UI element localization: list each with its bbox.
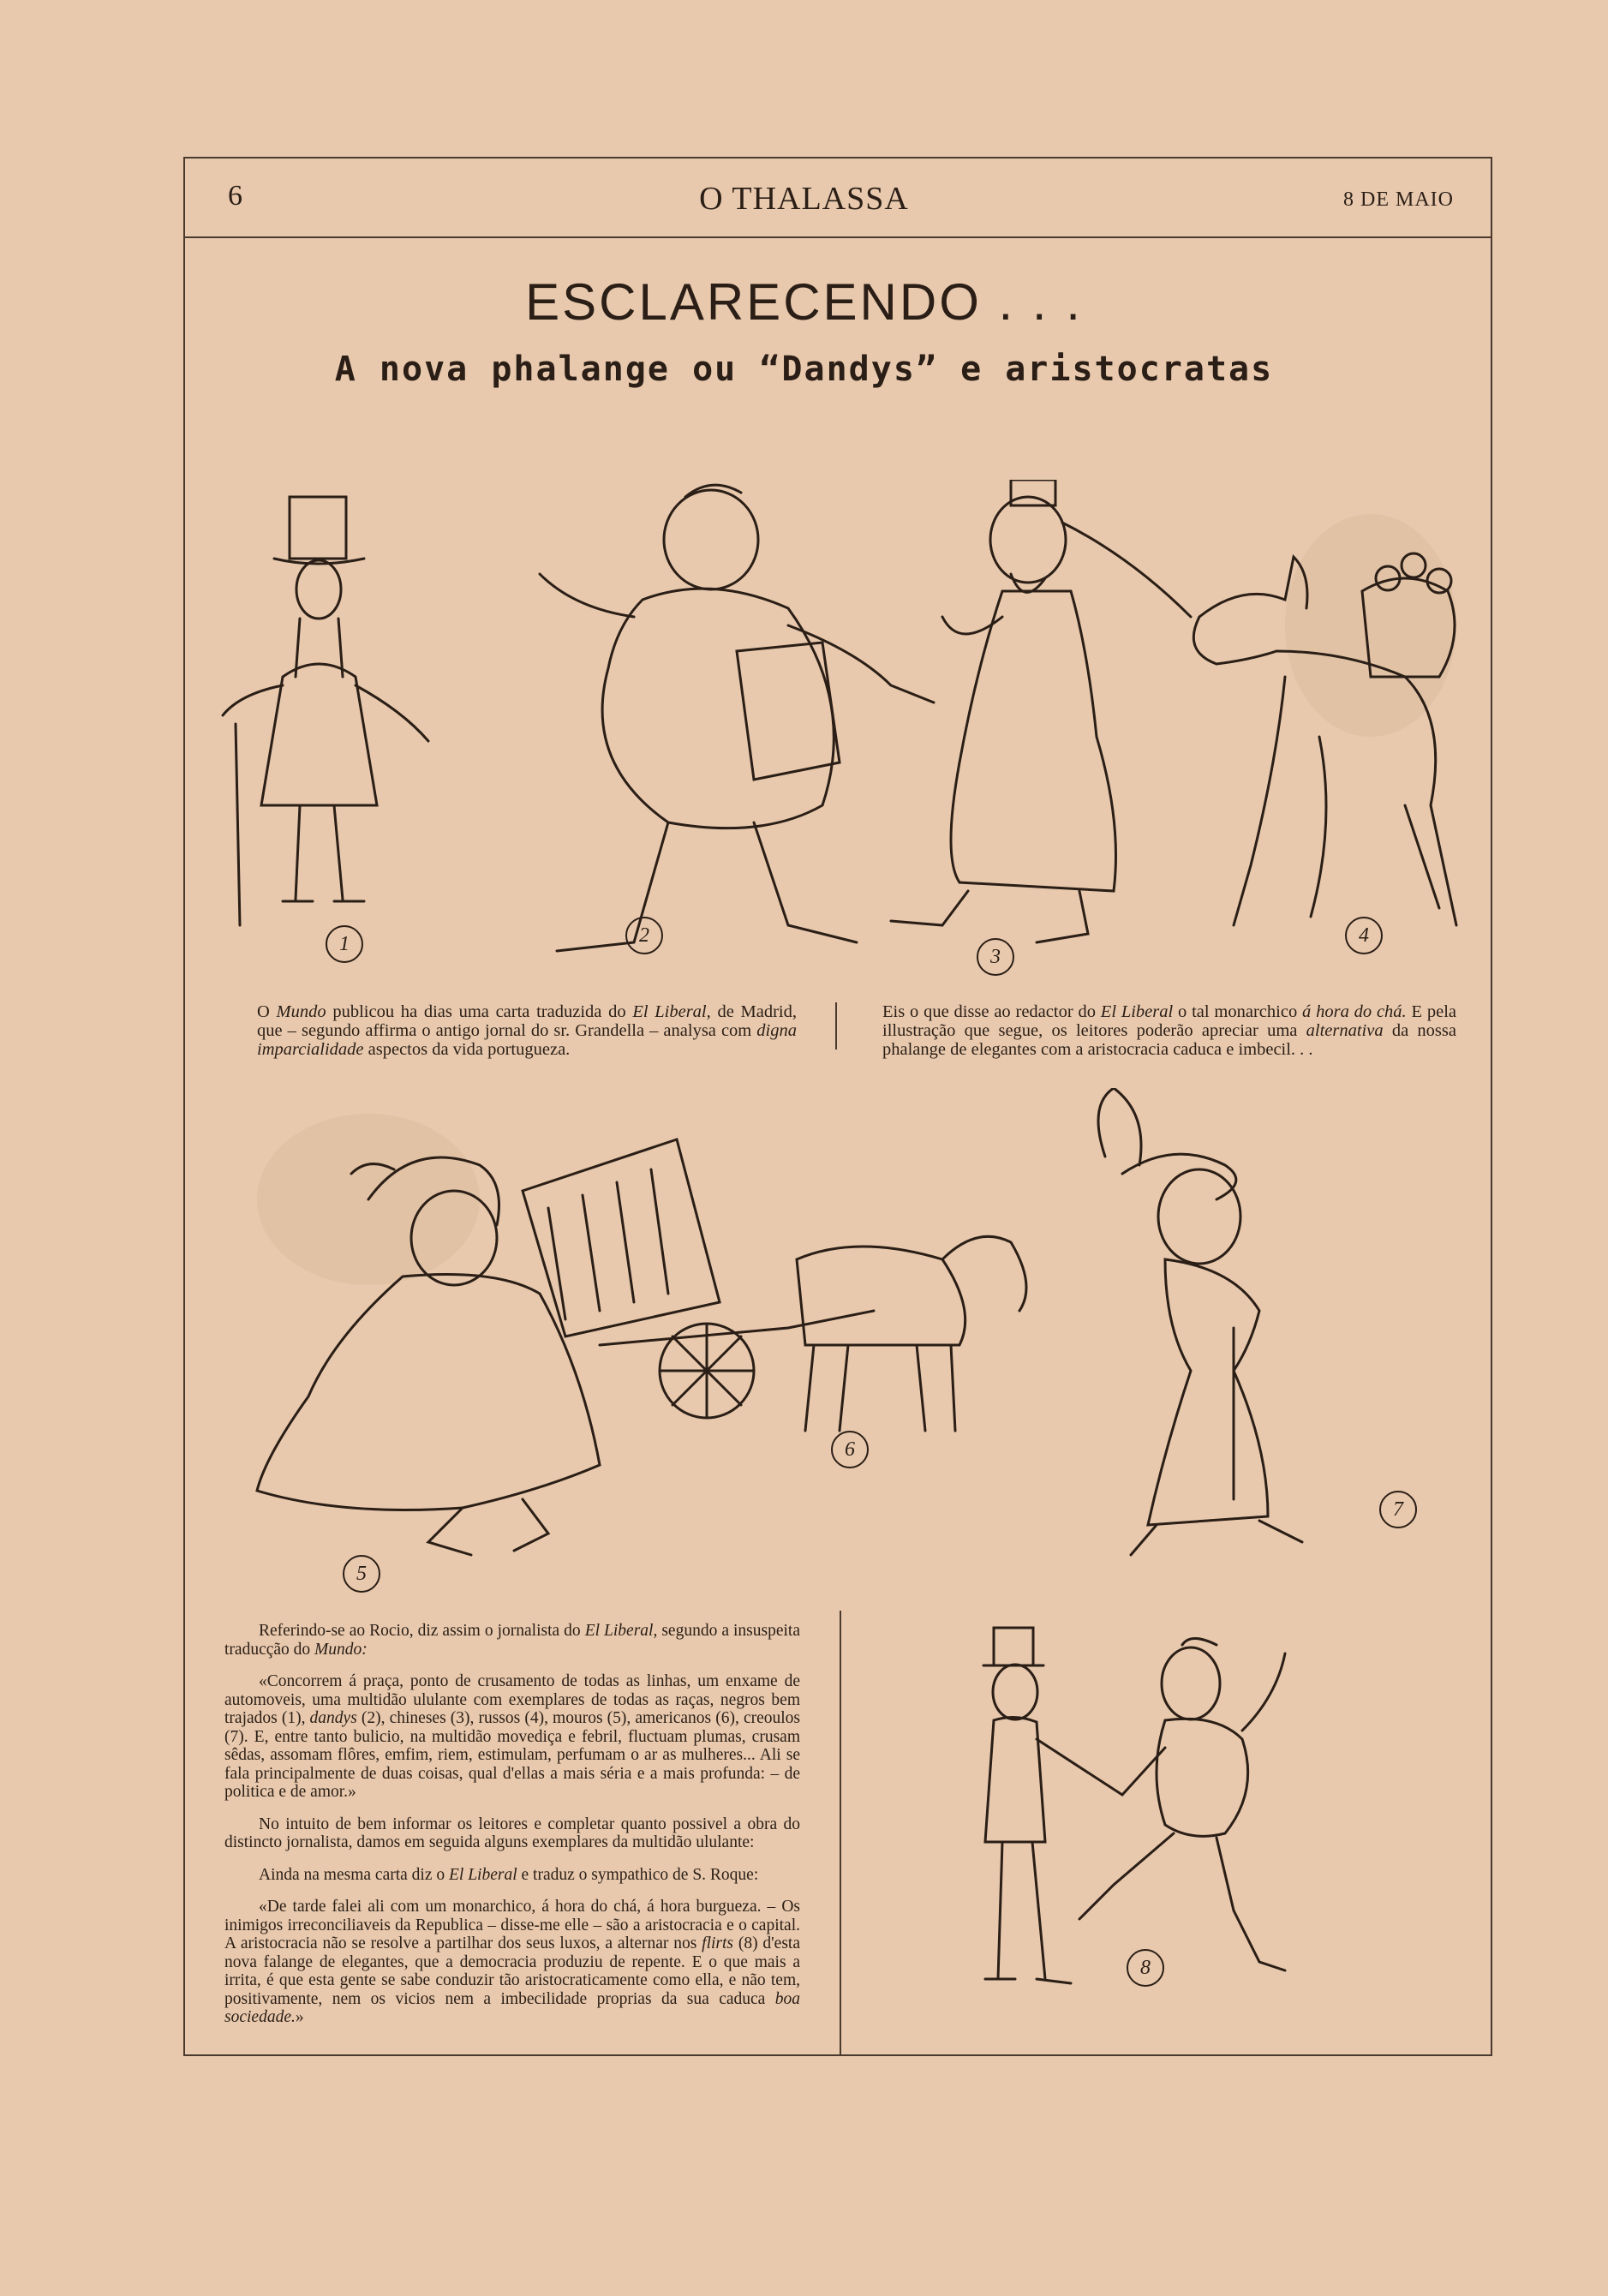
figure-7-drawing	[1098, 1088, 1302, 1555]
figure-1-drawing	[223, 497, 428, 925]
figure-2-drawing	[540, 485, 934, 951]
issue-date: 8 DE MAIO	[1343, 188, 1454, 211]
article-column-rule	[840, 1611, 841, 2056]
article-para-3: No intuito de bem informar os leitores e completar quanto possivel a obra do distincto jornalista, damos em seguida alguns exemplares da multidão ululante:	[224, 1815, 800, 1851]
masthead: O THALASSA	[699, 181, 909, 217]
cartoon-row-top	[206, 480, 1474, 977]
figure-3-drawing	[891, 480, 1191, 942]
figure-number-2: 2	[625, 917, 663, 954]
article-para-5: «De tarde falei ali com um monarchico, á hora do chá, á hora burgueza. – Os inimigos irreconciliaveis da Republica – disse-me elle – são a aristocracia e o capital. A aristocracia não se resolve a partilhar dos seus luxos, a alternar nos flirts (8) d'esta nova falange de elegantes, que a democracia produziu de repente. E o que mais a irrita, é que esta gente se sabe conduzir tão aristocraticamente como ella, e não tem, positivamente, nem os vicios nem a imbecilidade proprias da sua caduca boa sociedade.»	[224, 1898, 800, 2026]
headline: ESCLARECENDO . . .	[525, 273, 1083, 331]
header-rule	[183, 236, 1492, 238]
figure-5-drawing	[257, 1157, 600, 1555]
article-para-1: Referindo-se ao Rocio, diz assim o jornalista do El Liberal, segundo a insuspeita traducção do Mundo:	[224, 1622, 800, 1659]
figure-number-5: 5	[343, 1555, 380, 1593]
article-para-2: «Concorrem á praça, ponto de crusamento de todas as linhas, um enxame de automoveis, uma multidão ululante com exemplares de todas as raças, negros bem trajados (1), dandys (2), chineses (3), russos (4), mouros (5), americanos (6), creoulos (7). E, entre tanto bulicio, na multidão movediça e febril, fluctuam plumas, crusam sêdas, assomam flôres, emfim, riem, estimulam, perfumam o ar as mulheres... Ali se fala principalmente de duas coisas, qual d'ellas a mais séria e a mais profunda: – de politica e de amor.»	[224, 1672, 801, 1801]
figure-number-1: 1	[326, 925, 363, 963]
figure-4-drawing	[1193, 553, 1456, 925]
cartoon-row-middle	[240, 1088, 1439, 1602]
figure-number-7: 7	[1379, 1491, 1417, 1528]
figure-number-6: 6	[831, 1431, 869, 1468]
cartoon-figure-8	[934, 1619, 1362, 2013]
caption-right: Eis o que disse ao redactor do El Liberal o tal monarchico á hora do chá. E pela illustração que segue, os leitores poderão apreciar uma alternativa da nossa phalange de elegantes com a aristocracia caduca e imbecil. . .	[882, 1002, 1456, 1059]
caption-column-rule	[835, 1002, 837, 1049]
figure-number-4: 4	[1345, 917, 1383, 954]
figure-6-drawing	[523, 1139, 1026, 1431]
figure-number-3: 3	[977, 938, 1014, 976]
figure-number-8: 8	[1127, 1949, 1164, 1987]
page-number: 6	[228, 180, 242, 212]
subheadline: A nova phalange ou “Dandys” e aristocratas	[334, 350, 1274, 389]
article-para-4: Ainda na mesma carta diz o El Liberal e traduz o sympathico de S. Roque:	[259, 1865, 759, 1884]
caption-left: O Mundo publicou ha dias uma carta traduzida do El Liberal, de Madrid, que – segundo affirma o antigo jornal do sr. Grandella – analysa com digna imparcialidade aspectos da vida portugueza.	[257, 1002, 797, 1059]
article-body	[224, 1622, 800, 2027]
